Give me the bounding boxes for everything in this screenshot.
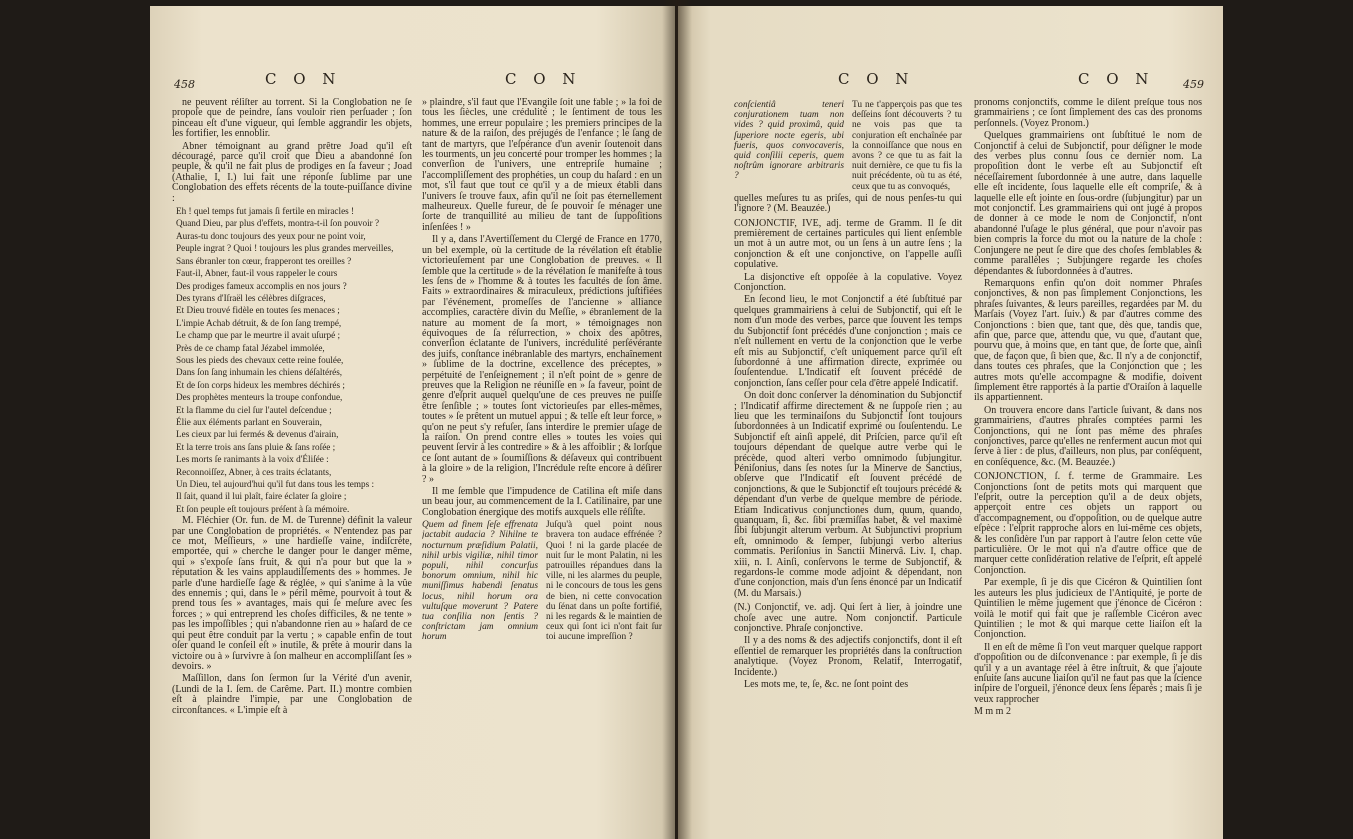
bilingual-parallel-text: [422, 520, 662, 642]
dictionary-entry: CONJONCTION, ſ. f. terme de Grammaire. Les Conjonctions ſont de petits mots qui marquent que l'eſprit, outre la perception qu'il a de deux objets, apperçoit entre ces objets un rapport ou d'accompagnement, ou d'oppoſition, ou de quelque autre eſpèce : l'eſprit rapproche alors en lui-même ces objets, & les conſidère l'un par rapport à l'autre ſelon cette vûe particulière. Or le mot qui n'a d'autre office que de marquer cette conſidération relative de l'eſprit, eſt appelé Conjonction.: [974, 471, 1202, 576]
running-head-left-a: C O N: [265, 70, 342, 88]
paragraph: M m m 2: [974, 706, 1011, 718]
verse-line: Les morts ſe ranimants à la voix d'Éliſée :: [176, 454, 329, 465]
french-translation: Juſqu'à quel point nous bravera ton audace effrénée ? Quoi ! ni la garde placée de nuit ſur le mont Palatin, ni les patrouilles répandues dans la ville, ni les alarmes du peuple, ni le concours de tous les gens de bien, ni cette convocation du ſénat dans un poſte fortifié, ni les regards & le maintien de ceux qui ſont ici n'ont fait ſur toi aucune impreſſion ?: [546, 520, 662, 643]
verse-line: Auras-tu donc toujours des yeux pour ne point voir,: [176, 230, 366, 241]
verse-line: Près de ce champ fatal Jézabel immolée,: [176, 342, 325, 353]
paragraph: pronoms conjonctifs, comme le diſent preſque tous nos grammairiens ; ce ſont ſimplement des cas des pronoms perſonnels. (Voyez Pronom.): [974, 98, 1202, 129]
paragraph: » plaindre, s'il faut que l'Évangile ſoit une fable ; » la foi de tous les ſiècles, une crédulité ; le ſentiment de tous les hommes, une erreur populaire ; les premiers principes de la nature & de la raiſon, des préjugés de l'enfance ; le ſang de tant de martyrs, que l'eſpérance d'un avenir ſoutenoit dans les tourments, un jeu concerté pour tromper les hommes ; la converſion de l'univers, une entrepriſe humaine ; l'accompliſſement des prophéties, un coup du haſard : en un mot, s'il faut que tout ce qu'il y a de mieux établi dans l'univers ſe trouve faux, afin qu'il ne ſoit pas éternellement malheureux. Quelle fureur, de ſe pouvoir ſe ménager une ſorte de tranquillité au milieu de tant de ſuppoſitions inſenſées ! »: [422, 98, 662, 233]
verse-line: Et la flamme du ciel ſur l'autel deſcendue ;: [176, 404, 332, 415]
verse-line: Il ſait, quand il lui plaît, faire éclater ſa gloire ;: [176, 491, 347, 502]
paragraph: ne peuvent réſiſter au torrent. Si la Conglobation ne ſe propoſe que de peindre, ſans vouloir rien perſuader ; ſon pinceau eſt d'une vigueur, qui ſemble aggrandir les objets, les fortifier, les ennoblir.: [172, 98, 412, 140]
paragraph: Remarquons enfin qu'on doit nommer Phraſes conjonctives, & non pas ſimplement Conjonctions, les phraſes ſuivantes, & leurs pareilles, regardées par M. du Marſais (Voyez l'art. ſuiv.) & par d'autres comme des Conjonctions : bien que, tant que, dès que, tandis que, afin que, parce que, attendu que, vu que, d'autant que, pourvu que, à moins que, en tant que, de ſorte que, ainſi que, de façon que, ſi bien que, &c. Il n'y a de conjonctif, dans toutes ces phraſes, que la Conjonction que ; les autres mots qu'elle accompagne & modifie, doivent ſimplement être rapportés à la partie d'Oraiſon à laquelle ils appartiennent.: [974, 277, 1202, 404]
verse-line: Dans ſon ſang inhumain les chiens déſaltérés,: [176, 367, 343, 378]
paragraph: Abner témoignant au grand prêtre Joad qu'il eſt découragé, parce qu'il croit que Dieu a abandonné ſon peuple, & qu'il ne fait plus de prodiges en ſa faveur ; Joad (Athalie, I, I.) lui fait une réponſe ſublime par une Conglobation des effets récents de la toute-puiſſance divine :: [172, 140, 412, 204]
paragraph: La disjonctive eſt oppoſée à la copulative. Voyez Conjonction.: [734, 271, 962, 294]
left-column-2: [422, 98, 662, 838]
dictionary-entry: (N.) Conjonctif, ve. adj. Qui ſert à lier, à joindre une choſe avec une autre. Nom conjonctif. Particule conjonctive. Phraſe conjonctive.: [734, 602, 962, 635]
dictionary-entry: CONJONCTIF, IVE, adj. terme de Gramm. Il ſe dit premièrement de certaines particules qui lient enſemble un mot à un autre mot, ou un ſens à un autre ſens ; la conjonction & eſt une conjonctive, on l'appelle auſſi copulative.: [734, 217, 962, 271]
right-page: [678, 6, 1223, 839]
verse-line: Reconnoiſſez, Abner, à ces traits éclatants,: [176, 466, 332, 477]
paragraph: Quelques grammairiens ont ſubſtitué le nom de Conjonctif à celui de Subjonctif, pour déſigner le mode des verbes plus connu ſous ce dernier nom. La propoſition dont le verbe eſt au Subjonctif eſt néceſſairement ſubordonnée à une autre, dans laquelle elle eſt incidente, ſous laquelle elle eſt compriſe, & à laquelle elle eſt jointe en ſous-ordre (ſubjungitur) par un mot conjonctif. Les grammairiens qui ont jugé à propos de donner à ce mode le nom de Conjonctif, n'ont abandonné l'uſage le plus général, que pour n'avoir pas bien compris la force du mot ou la nature de la choſe : Conjungere ne peut ſe dire que des choſes ſemblables & comme parallèles ; Subjungere regarde les choſes dépendantes & ſubordonnées à d'autres.: [974, 130, 1202, 277]
verse-line: Et Dieu trouvé fidèle en toutes ſes menaces ;: [176, 305, 340, 316]
running-head-right-a: C O N: [838, 70, 915, 88]
verse-line: Quand Dieu, par plus d'effets, montra-t-il ſon pouvoir ?: [176, 218, 380, 229]
left-page: [150, 6, 675, 839]
verse-line: Des prodiges fameux accomplis en nos jours ?: [176, 280, 347, 291]
verse-line: L'impie Achab détruit, & de ſon ſang trempé,: [176, 317, 342, 328]
paragraph: Il y a, dans l'Avertiſſement du Clergé de France en 1770, un bel exemple, où la certitude de la révélation eſt établie victorieuſement par une Conglobation de preuves. « Il ſemble que la certitude » de la révélation ſe manifeſte à tous les ſens de » l'homme & à toutes les facultés de ſon âme. Faits » extraordinaires & miraculeux, prédictions juſtifiées par l'événement, promeſſes de l'ancienne » alliance accomplies, caractère divin du Meſſie, » ébranlement de la nature au moment de ſa mort, » témoignages non équivoques de ſa réſurrection, » choix des apôtres, converſion éclatante de l'univers, incrédulité perſévérante des juifs, conſtance inébranlable des martyrs, enchaînement » ſublime de la doctrine, excellence des préceptes, » perpétuité de l'enſeignement ; il n'eſt point de » genre de preuves que la Religion ne réuniſſe en » ſa faveur, point de genre d'eſprit auquel quelqu'une de ces preuves ne puiſſe être ſenſible ; » toutes ſont victorieuſes par elles-mêmes, toutes » ſe prêtent un mutuel appui ; & telle eſt leur force, » qu'on ne peut s'y refuſer, ſans interdire le premier uſage de la raiſon. On prend contre elles » toutes les voies qui peuvent ſervir à les contredire » & à les affoiblir ; & lorſque ce ſont autant de » ſoumiſſions & déſaveux qui contribuent à la gloire » de la religion, l'Incrédule reſte encore à déſirer ? »: [422, 234, 662, 485]
bilingual-parallel-text: [734, 100, 962, 192]
paragraph: En ſecond lieu, le mot Conjonctif a été ſubſtitué par quelques grammairiens à celui de Subjonctif, qui eſt le nom d'un mode des verbes, parce que ſouvent les temps du Subjonctif ſont précédés d'une conjonction ; mais ce n'eſt nullement en vertu de la conjonction que le verbe eſt mis au Subjonctif, c'eſt uniquement parce qu'il eſt ſubordonné à une affirmation directe, exprimée ou ſouſentendue. L'Indicatif eſt ſouvent précédé de conjonction, ſans ceſſer pour cela d'être appelé Indicatif.: [734, 294, 962, 389]
running-head-right-b: C O N: [1078, 70, 1155, 88]
verse-line: Et la terre trois ans ſans pluie & ſans roſée ;: [176, 441, 336, 452]
book-gutter: [662, 0, 692, 839]
verse-line: Peuple ingrat ? Quoi ! toujours les plus grandes merveilles,: [176, 243, 394, 254]
paragraph: Les mots me, te, ſe, &c. ne ſont point des: [744, 679, 909, 691]
verse-line: Faut-il, Abner, faut-il vous rappeler le cours: [176, 268, 338, 279]
verse-line: Les cieux par lui fermés & devenus d'airain,: [176, 429, 339, 440]
verse-line: Un Dieu, tel aujourd'hui qu'il fut dans tous les temps :: [176, 479, 375, 489]
paragraph: M. Fléchier (Or. fun. de M. de Turenne) définit la valeur par une Conglobation de propriétés. « N'entendez pas par ce mot, Meſſieurs, » une hardieſſe vaine, indiſcrète, emportée, qui » cherche le danger pour le danger même, qui » s'expoſe ſans fruit, & qui n'a pour but que la » réputation & les vains applaudiſſements des » hommes. Je parle d'une hardieſſe ſage & réglée, » qui s'anime à la vûe des ennemis ; qui, dans le » péril même, pourvoit à tout & prend tous ſes » avantages, mais qui ſe meſure avec ſes forces ; » qui entreprend les choſes difficiles, & ne tente » pas les impoſſibles ; qui n'abandonne rien au » haſard de ce qui peut être conduit par la vertu ; » capable enfin de tout oſer quand le conſeil eſt » inutile, & prête à mourir dans la victoire ou à » ſurvivre à ſon malheur en accompliſſant ſes » devoirs. »: [172, 515, 412, 672]
paragraph: Il en eſt de même ſi l'on veut marquer quelque rapport d'oppoſition ou de diſconvenance : par exemple, ſi je dis qu'il y a un avantage réel à être inſtruit, & que j'ajoute enſuite ſans aucune liaiſon qu'il ne faut pas que la ſcience inſpire de l'orgueil, j'énonce deux ſens ſéparés ; mais ſi je veux rapprocher: [974, 641, 1202, 705]
verse-line: Des prophètes menteurs la troupe confondue,: [176, 392, 343, 403]
paragraph: Maſſillon, dans ſon ſermon ſur la Vérité d'un avenir, (Lundi de la I. ſem. de Carême. Part. II.) montre combien eſt à plaindre l'impie, par une Conglobation de circonſtances. « L'impie eſt à: [172, 673, 412, 716]
verse-line: Des tyrans d'Iſraël les célèbres diſgraces,: [176, 292, 326, 303]
paragraph: quelles meſures tu as priſes, qui de nous penſes-tu qui l'ignore ? (M. Beauzée.): [734, 192, 962, 215]
paragraph: On doit donc conſerver la dénomination du Subjonctif ; l'Indicatif affirme directement & ne ſuppoſe rien ; au lieu que les terminaiſons du Subjonctif ſont toujours ſubordonnées à un Indicatif exprimé ou ſouſentendu. Le Subjonctif eſt ainſi appelé, dit Priſcien, parce qu'il eſt toujours dépendant de quelque autre verbe qui le précède, quod alteri verbo omnimodo ſubjungitur. Péniſonius, dans ſes notes ſur la Minerve de Sanctius, obſerve que l'Indicatif eſt ſouvent précédé de conjonctions, & que le Subjonctif eſt toujours précédé & dépendant d'un verbe de quelque membre de période. Etiam Indicativus conjunctiones dum, quum, quando, quanquam, ſi, &c. ſibi præmiſſas habet, & vel maximè ſibi ſubjungit alterum verbum. At Subjunctivi proprium eſt, omnimodo & ſemper, ſubjungi verbo alterius commatis. Periſonius in Sanctii Minervâ. Liv. I, chap. xiii, n. I. Ainſi, conſervons le terme de Subjonctif, & regardons-le comme mode adjoint & dépendant, non d'une conjonction, mais d'un ſens énoncé par un Indicatif (M. du Marsais.): [734, 390, 962, 599]
running-head-left-b: C O N: [505, 70, 582, 88]
page-number-right: 459: [1183, 78, 1204, 91]
verse-line: Et ſon peuple eſt toujours préſent à ſa mémoire.: [176, 503, 350, 514]
verse-line: Et de ſon corps hideux les membres déchirés ;: [176, 379, 345, 390]
right-column-2: [974, 98, 1202, 838]
verse-line: Sans ébranler ton cœur, frapperont tes oreilles ?: [176, 255, 352, 266]
paragraph: Il me ſemble que l'impudence de Catilina eſt miſe dans un beau jour, au commencement de la I. Catilinaire, par une Conglobation énergique des motifs auxquels elle réſiſte.: [422, 486, 662, 518]
paragraph: Il y a des noms & des adjectifs conjonctifs, dont il eſt eſſentiel de remarquer les propriétés dans la conſtruction analytique. (Voyez Pronom, Relatif, Interrogatif, Incidente.): [734, 635, 962, 678]
verse-line: Sous les pieds des chevaux cette reine foulée,: [176, 354, 344, 365]
paragraph: On trouvera encore dans l'article ſuivant, & dans nos grammairiens, d'autres phraſes comptées parmi les Conjonctions, qui ne ſont pas même des phraſes conjonctives, parce qu'elles ne renferment aucun mot qui ſerve à lier : de plus, d'ailleurs, non plus, par conſéquent, en conſéquence, &c. (M. Beauzée.): [974, 404, 1202, 468]
verse-line: Eh ! quel temps fut jamais ſi fertile en miracles !: [176, 206, 355, 217]
latin-text: Quem ad finem ſeſe effrenata jactabit audacia ? Nihilne te nocturnum præſidium Palatii, nihil urbis vigiliæ, nihil timor populi, nihil concurſus bonorum omnium, nihil hic muniſſimus habendi ſenatus locus, nihil horum ora vultuſque moverunt ? Patere tua conſilia non ſentis ? conſtrictam jam omnium horum: [422, 520, 538, 643]
verse-line: Élie aux éléments parlant en Souverain,: [176, 416, 322, 427]
verse-line: Le champ que par le meurtre il avait uſurpé ;: [176, 330, 341, 341]
right-column-1: [734, 98, 962, 838]
latin-text: conſcientiâ teneri conjurationem tuam non vides ? quid proximâ, quid ſuperiore nocte egeris, ubi fueris, quos convocaveris, quid conſilii ceperis, quem noſtrûm ignorare arbitraris ?: [734, 100, 844, 182]
left-column-1: [172, 98, 412, 838]
page-number-left: 458: [174, 78, 195, 91]
french-translation: Tu ne t'apperçois pas que tes deſſeins ſont découverts ? tu ne vois pas que ta conjuration eſt enchaînée par la connoiſſance que nous en avons ? ce que tu as fait la nuit dernière, ce que tu fis la nuit précédente, où tu as été, ceux que tu as convoqués,: [852, 100, 962, 192]
paragraph: Par exemple, ſi je dis que Cicéron & Quintilien ſont les auteurs les plus judicieux de l'Antiquité, je porte de Quintilien le même jugement que j'énonce de Cicéron : voilà le motif qui fait que je raſſemble Cicéron avec Quintilien ; le mot & qui marque cette liaiſon eſt la Conjonction.: [974, 577, 1202, 641]
